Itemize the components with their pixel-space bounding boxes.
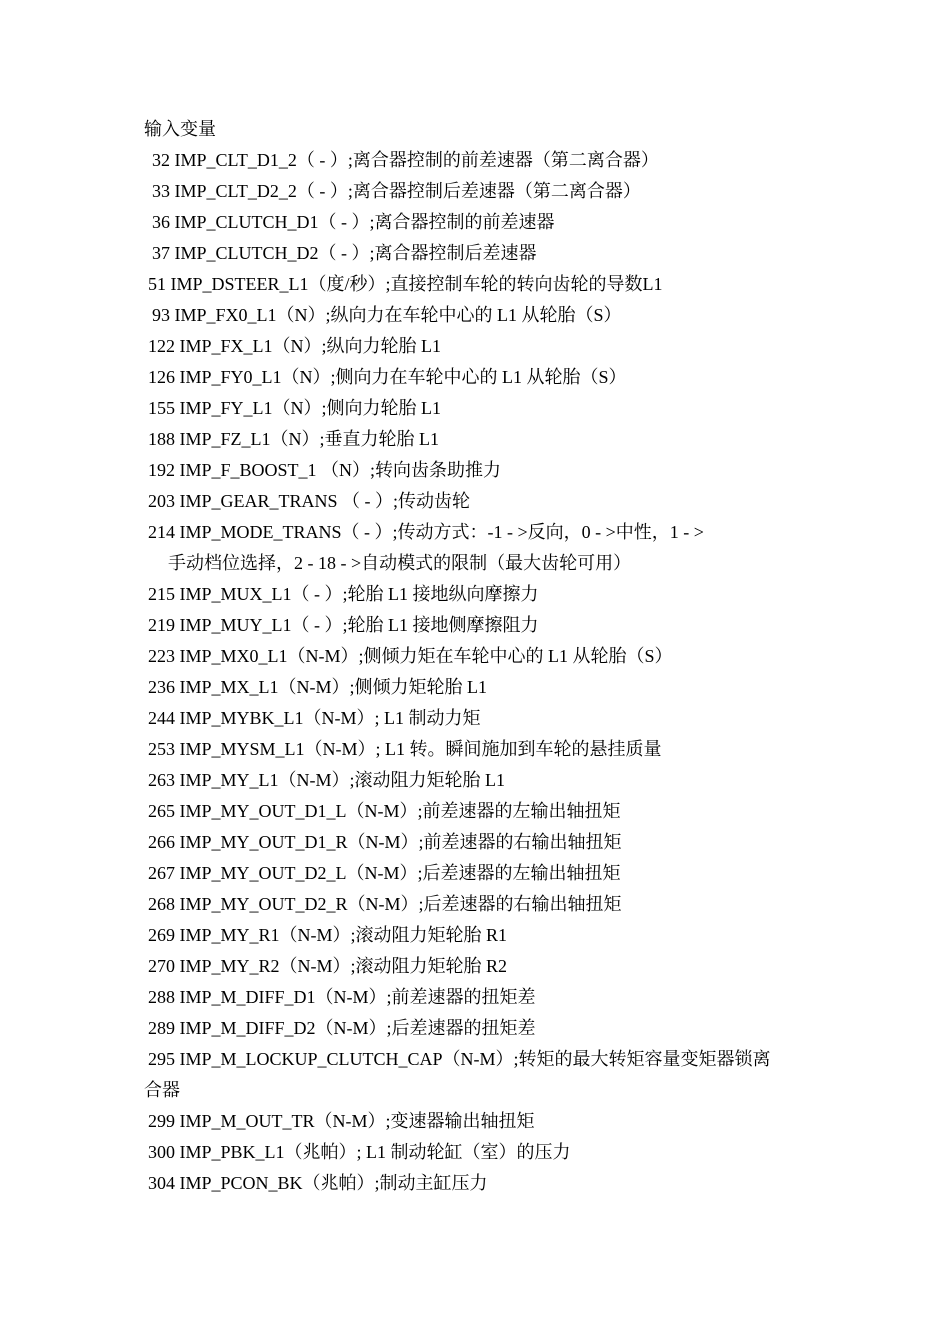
variable-entry: 253 IMP_MYSM_L1（N-M）; L1 转。瞬间施加到车轮的悬挂质量 bbox=[148, 739, 662, 759]
variable-entry-continuation: 合器 bbox=[144, 1080, 180, 1100]
variable-entry: 223 IMP_MX0_L1（N-M）;侧倾力矩在车轮中心的 L1 从轮胎（S） bbox=[148, 646, 673, 666]
variable-entry: 214 IMP_MODE_TRANS（ - ）;传动方式：-1 - >反向，0 - >中性，1 - > bbox=[148, 522, 704, 542]
variable-entry: 155 IMP_FY_L1（N）;侧向力轮胎 L1 bbox=[148, 398, 442, 418]
variable-entry: 32 IMP_CLT_D1_2（ - ）;离合器控制的前差速器（第二离合器） bbox=[152, 150, 659, 170]
variable-entry: 122 IMP_FX_L1（N）;纵向力轮胎 L1 bbox=[148, 336, 442, 356]
variable-entry: 33 IMP_CLT_D2_2（ - ）;离合器控制后差速器（第二离合器） bbox=[152, 181, 641, 201]
variable-entry: 300 IMP_PBK_L1（兆帕）; L1 制动轮缸（室）的压力 bbox=[148, 1142, 571, 1162]
variable-entry: 36 IMP_CLUTCH_D1（ - ）;离合器控制的前差速器 bbox=[152, 212, 555, 232]
variable-entry: 93 IMP_FX0_L1（N）;纵向力在车轮中心的 L1 从轮胎（S） bbox=[152, 305, 622, 325]
variable-entry: 192 IMP_F_BOOST_1 （N）;转向齿条助推力 bbox=[148, 460, 502, 480]
variable-entry: 304 IMP_PCON_BK（兆帕）;制动主缸压力 bbox=[148, 1173, 488, 1193]
variable-entry: 263 IMP_MY_L1（N-M）;滚动阻力矩轮胎 L1 bbox=[148, 770, 506, 790]
variable-entry: 244 IMP_MYBK_L1（N-M）; L1 制动力矩 bbox=[148, 708, 481, 728]
variable-entry: 37 IMP_CLUTCH_D2（ - ）;离合器控制后差速器 bbox=[152, 243, 537, 263]
variable-entry: 265 IMP_MY_OUT_D1_L（N-M）;前差速器的左输出轴扭矩 bbox=[148, 801, 621, 821]
variable-entry: 267 IMP_MY_OUT_D2_L（N-M）;后差速器的左输出轴扭矩 bbox=[148, 863, 621, 883]
variable-entry: 126 IMP_FY0_L1（N）;侧向力在车轮中心的 L1 从轮胎（S） bbox=[148, 367, 627, 387]
variable-entry: 266 IMP_MY_OUT_D1_R（N-M）;前差速器的右输出轴扭矩 bbox=[148, 832, 622, 852]
variable-entry-continuation: 手动档位选择，2 - 18 - >自动模式的限制（最大齿轮可用） bbox=[168, 553, 632, 573]
variable-entry: 288 IMP_M_DIFF_D1（N-M）;前差速器的扭矩差 bbox=[148, 987, 536, 1007]
document-body bbox=[144, 114, 824, 1199]
section-heading: 输入变量 bbox=[144, 119, 216, 139]
variable-entry: 215 IMP_MUX_L1（ - ）;轮胎 L1 接地纵向摩擦力 bbox=[148, 584, 539, 604]
variable-entry: 295 IMP_M_LOCKUP_CLUTCH_CAP（N-M）;转矩的最大转矩容量变矩器锁离 bbox=[148, 1049, 771, 1069]
variable-entry: 269 IMP_MY_R1（N-M）;滚动阻力矩轮胎 R1 bbox=[148, 925, 508, 945]
variable-entry: 268 IMP_MY_OUT_D2_R（N-M）;后差速器的右输出轴扭矩 bbox=[148, 894, 622, 914]
variable-entry: 219 IMP_MUY_L1（ - ）;轮胎 L1 接地侧摩擦阻力 bbox=[148, 615, 539, 635]
variable-entry: 270 IMP_MY_R2（N-M）;滚动阻力矩轮胎 R2 bbox=[148, 956, 508, 976]
variable-entry: 188 IMP_FZ_L1（N）;垂直力轮胎 L1 bbox=[148, 429, 440, 449]
variable-entry: 51 IMP_DSTEER_L1（度/秒）;直接控制车轮的转向齿轮的导数L1 bbox=[148, 274, 663, 294]
variable-entry: 299 IMP_M_OUT_TR（N-M）;变速器输出轴扭矩 bbox=[148, 1111, 535, 1131]
variable-entry: 236 IMP_MX_L1（N-M）;侧倾力矩轮胎 L1 bbox=[148, 677, 488, 697]
variable-entry: 289 IMP_M_DIFF_D2（N-M）;后差速器的扭矩差 bbox=[148, 1018, 536, 1038]
variable-entry: 203 IMP_GEAR_TRANS （ - ）;传动齿轮 bbox=[148, 491, 471, 511]
